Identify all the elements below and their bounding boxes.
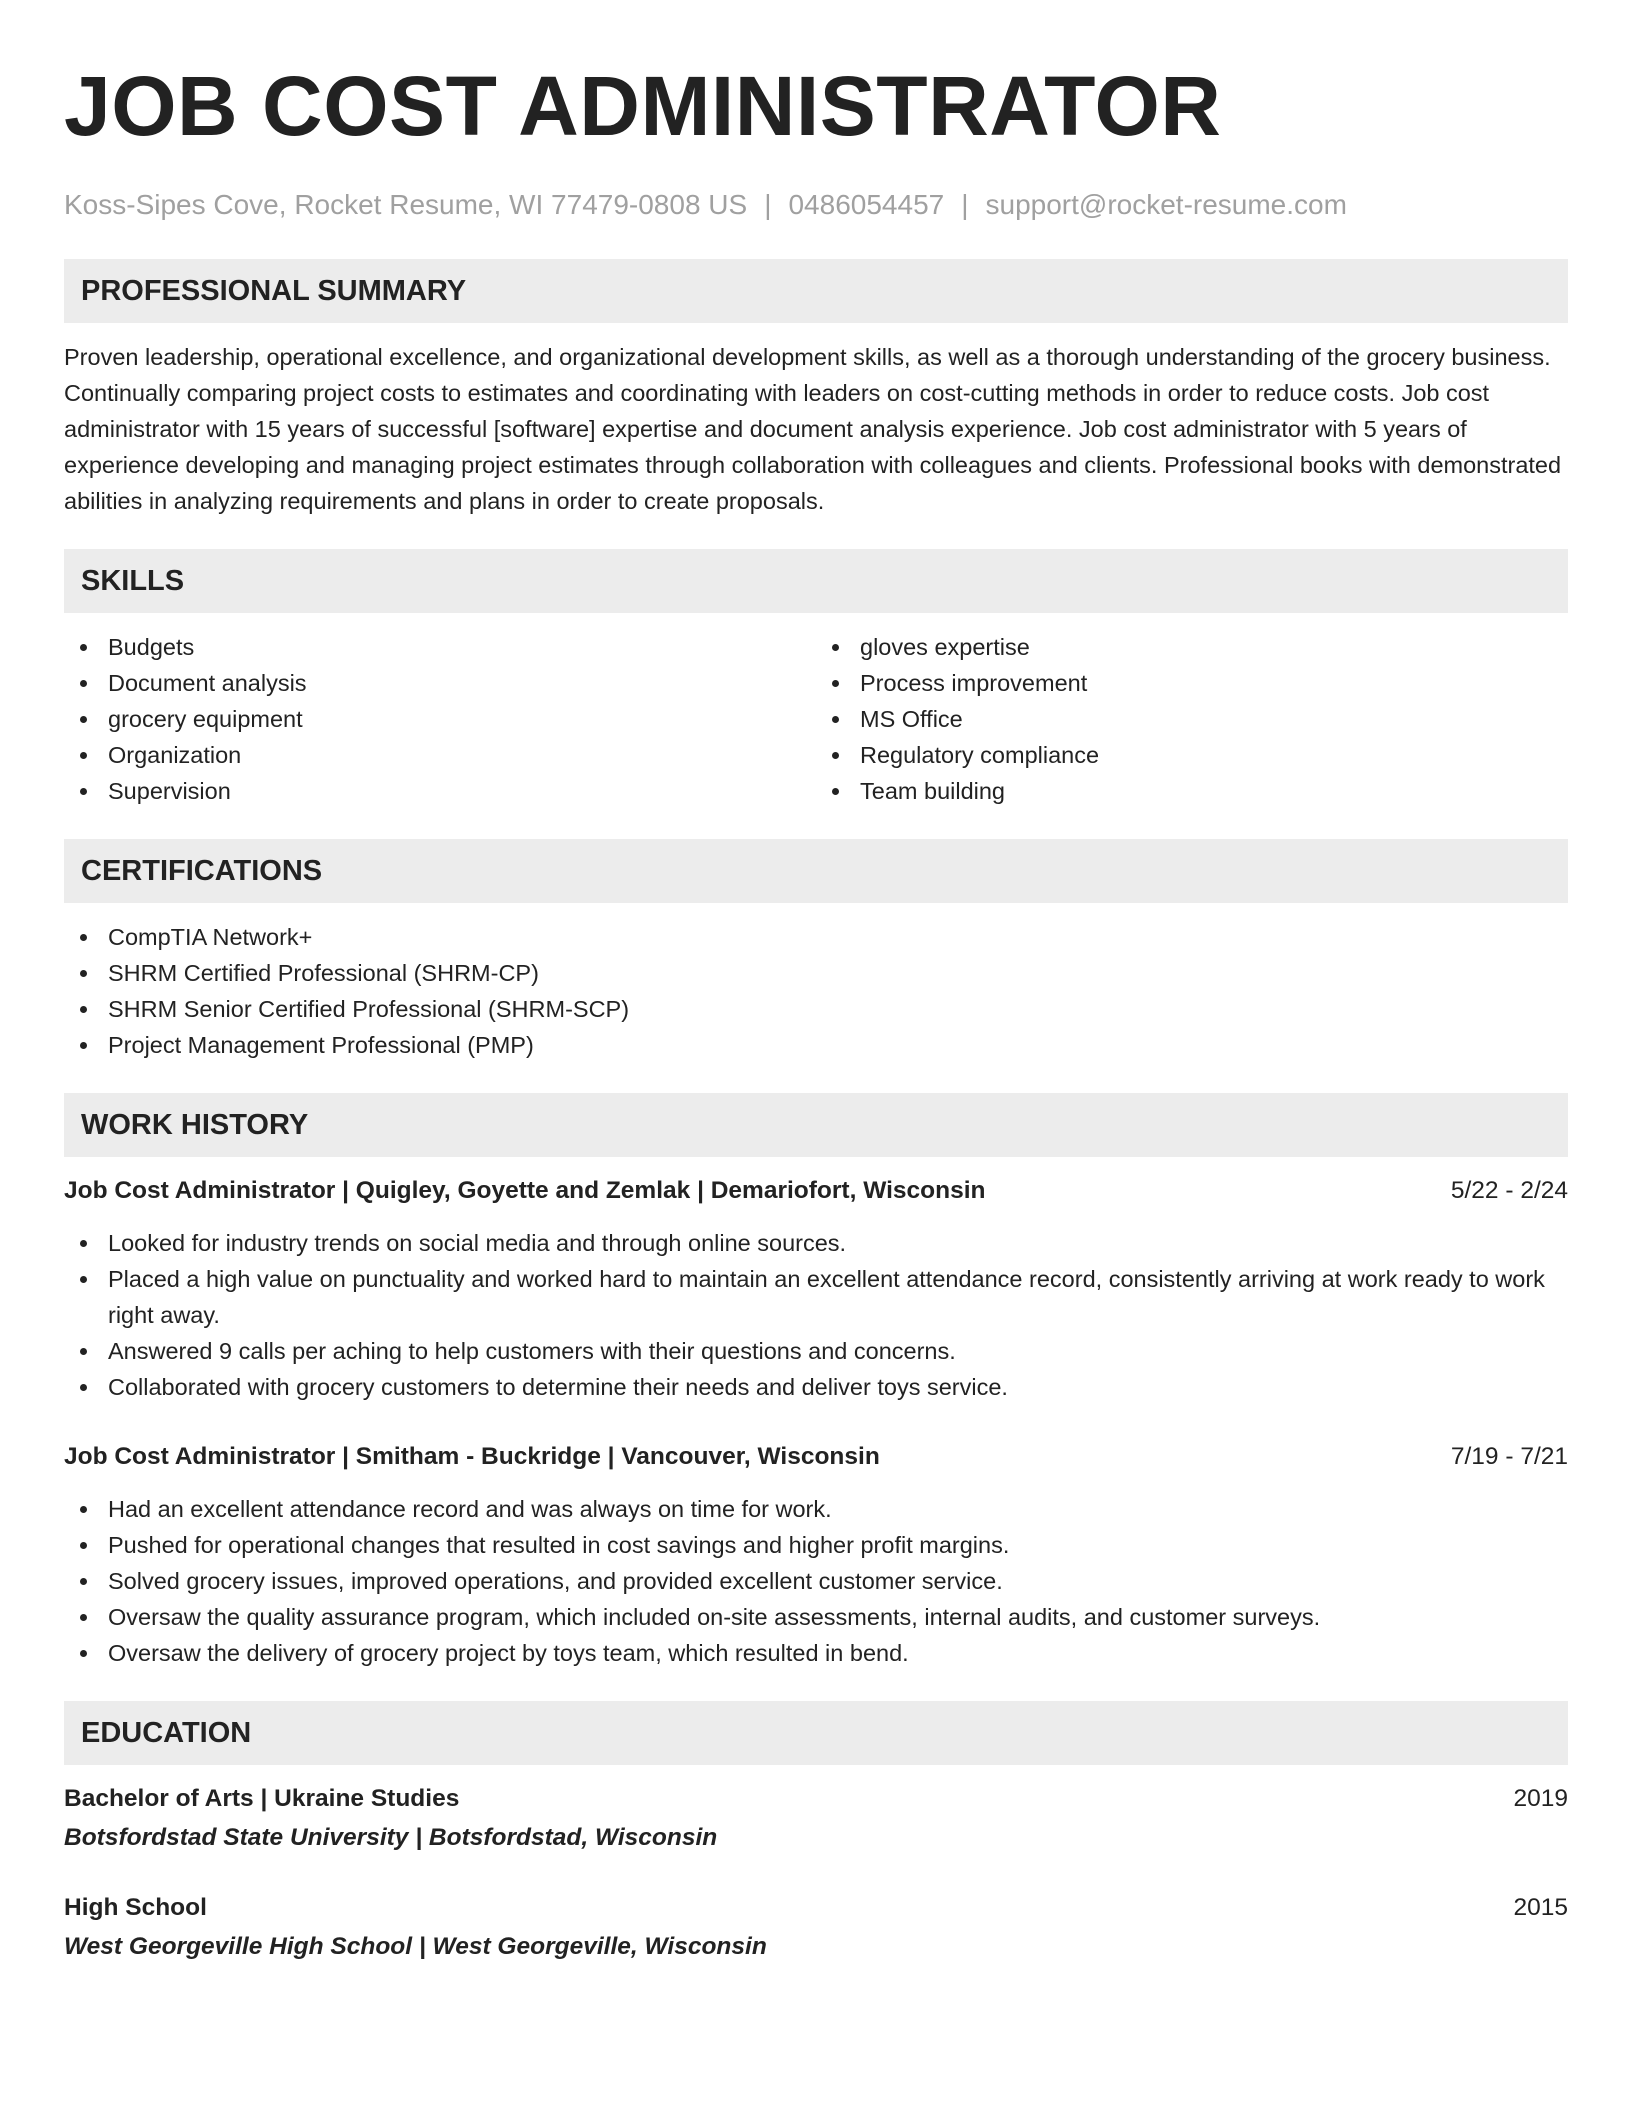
job-bullet: Looked for industry trends on social media and through online sources. (64, 1225, 1568, 1261)
skill-item: MS Office (816, 701, 1568, 737)
contact-email: support@rocket-resume.com (985, 189, 1347, 220)
section-header-certifications: CERTIFICATIONS (64, 839, 1568, 903)
certifications-list (64, 919, 1568, 1063)
job-bullet: Collaborated with grocery customers to determine their needs and deliver toys service. (64, 1369, 1568, 1405)
education-entry (64, 1781, 1568, 1856)
job-bullets (64, 1225, 1568, 1405)
education-header (64, 1890, 1568, 1926)
education-school: Botsfordstad State University | Botsfordstad, Wisconsin (64, 1824, 718, 1851)
job-bullet: Placed a high value on punctuality and worked hard to maintain an excellent attendance record, consistently arriving at work ready to work right away. (64, 1261, 1568, 1333)
skill-item: Budgets (64, 629, 816, 665)
job-dates: 5/22 - 2/24 (1450, 1177, 1568, 1204)
education-degree: High School (64, 1894, 207, 1921)
job-bullet: Solved grocery issues, improved operations, and provided excellent customer service. (64, 1563, 1568, 1599)
contact-phone: 0486054457 (788, 189, 945, 220)
contact-separator: | (961, 189, 969, 220)
education-year: 2019 (1513, 1785, 1568, 1812)
job-title: Job Cost Administrator | Quigley, Goyette and Zemlak | Demariofort, Wisconsin (64, 1177, 986, 1204)
job-dates: 7/19 - 7/21 (1450, 1443, 1568, 1470)
job-bullet: Answered 9 calls per aching to help customers with their questions and concerns. (64, 1333, 1568, 1369)
education-year: 2015 (1513, 1894, 1568, 1921)
certification-item: CompTIA Network+ (64, 919, 1568, 955)
job-header (64, 1173, 1568, 1209)
section-header-work-history: WORK HISTORY (64, 1093, 1568, 1157)
contact-separator: | (764, 189, 772, 220)
certification-item: SHRM Senior Certified Professional (SHRM-SCP) (64, 991, 1568, 1027)
job-entry (64, 1173, 1568, 1405)
job-bullet: Oversaw the delivery of grocery project by toys team, which resulted in bend. (64, 1635, 1568, 1671)
skills-column-right (816, 629, 1568, 809)
job-entry (64, 1439, 1568, 1671)
skill-item: Regulatory compliance (816, 737, 1568, 773)
skill-item: grocery equipment (64, 701, 816, 737)
skills-column-left (64, 629, 816, 809)
job-title: Job Cost Administrator | Smitham - Buckridge | Vancouver, Wisconsin (64, 1443, 880, 1470)
skill-item: Team building (816, 773, 1568, 809)
section-header-education: EDUCATION (64, 1701, 1568, 1765)
skill-item: Document analysis (64, 665, 816, 701)
education-school: West Georgeville High School | West Georgeville, Wisconsin (64, 1933, 767, 1960)
education-entry (64, 1890, 1568, 1965)
skill-item: Process improvement (816, 665, 1568, 701)
job-bullet: Oversaw the quality assurance program, which included on-site assessments, internal audits, and customer surveys. (64, 1599, 1568, 1635)
job-bullet: Had an excellent attendance record and was always on time for work. (64, 1491, 1568, 1527)
section-header-summary: PROFESSIONAL SUMMARY (64, 259, 1568, 323)
certification-item: Project Management Professional (PMP) (64, 1027, 1568, 1063)
skill-item: Organization (64, 737, 816, 773)
candidate-name: JOB COST ADMINISTRATOR (64, 59, 1222, 153)
job-header (64, 1439, 1568, 1475)
certification-item: SHRM Certified Professional (SHRM-CP) (64, 955, 1568, 991)
skill-item: gloves expertise (816, 629, 1568, 665)
skill-item: Supervision (64, 773, 816, 809)
job-bullet: Pushed for operational changes that resulted in cost savings and higher profit margins. (64, 1527, 1568, 1563)
contact-line (64, 188, 1568, 222)
job-bullets (64, 1491, 1568, 1671)
contact-address: Koss-Sipes Cove, Rocket Resume, WI 77479-0808 US (64, 189, 748, 220)
section-header-skills: SKILLS (64, 549, 1568, 613)
summary-text: Proven leadership, operational excellence, and organizational development skills, as well as a thorough understanding of the grocery business. Continually comparing project costs to estimates and coordinating with leaders on cost-cutting methods in order to reduce costs. Job cost administrator with 15 years of successful [software] expertise and document analysis experience. Job cost administrator with 5 years of experience developing and managing project estimates through collaboration with colleagues and clients. Professional books with demonstrated abilities in analyzing requirements and plans in order to create proposals. (64, 344, 1562, 514)
skills-list (64, 629, 1568, 809)
education-degree: Bachelor of Arts | Ukraine Studies (64, 1785, 460, 1812)
education-header (64, 1781, 1568, 1817)
